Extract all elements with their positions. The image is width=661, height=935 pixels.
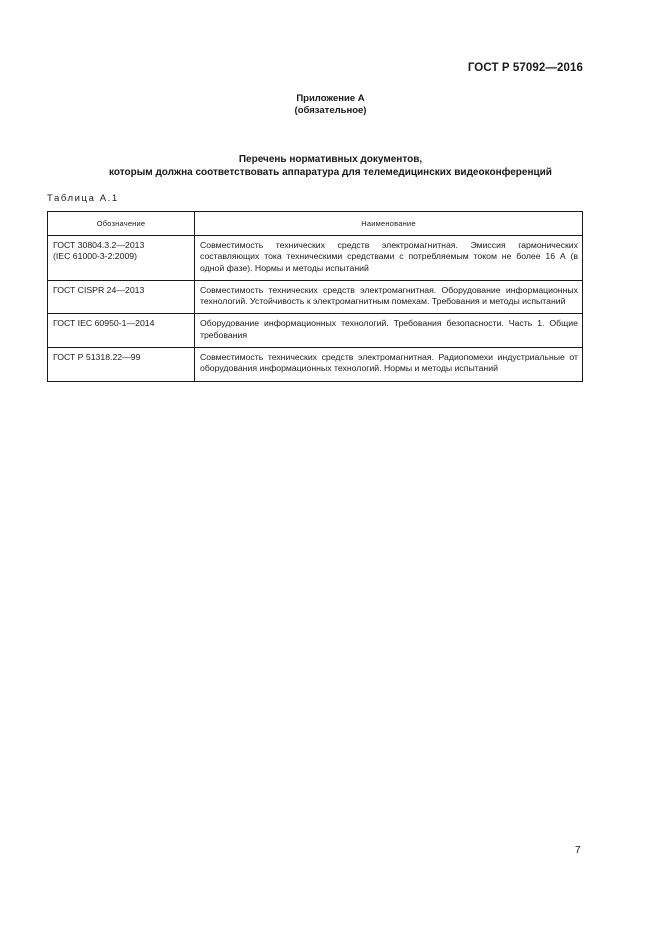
table-row bbox=[48, 236, 583, 281]
list-title-line-2: которым должна соответствовать аппаратура для телемедицинских видеоконференций bbox=[109, 166, 552, 178]
designation-line: ГОСТ IEC 60950-1—2014 bbox=[53, 318, 155, 329]
appendix-status: (обязательное) bbox=[294, 105, 367, 116]
designation-line: (IEC 61000-3-2:2009) bbox=[53, 251, 138, 262]
name-cell: Оборудование информационных технологий. Требования безопасности. Часть 1. Общие требования bbox=[195, 314, 583, 348]
designation-cell bbox=[48, 314, 195, 348]
table-header-row bbox=[48, 212, 583, 236]
list-title bbox=[0, 154, 661, 179]
designation-cell bbox=[48, 348, 195, 382]
page-number: 7 bbox=[575, 845, 581, 856]
list-title-line-1: Перечень нормативных документов, bbox=[238, 154, 423, 165]
table-row bbox=[48, 348, 583, 382]
table-row bbox=[48, 280, 583, 314]
table-caption: Таблица А.1 bbox=[47, 193, 119, 204]
designation-cell bbox=[48, 236, 195, 281]
name-cell: Совместимость технических средств электромагнитная. Радиопомехи индустриальные от оборудования информационных технологий. Нормы и методы испытаний bbox=[195, 348, 583, 382]
table-row bbox=[48, 314, 583, 348]
designation-line: ГОСТ Р 51318.22—99 bbox=[53, 352, 141, 363]
document-code: ГОСТ Р 57092—2016 bbox=[467, 62, 583, 74]
column-header-designation: Обозначение bbox=[48, 212, 195, 236]
designation-line: ГОСТ CISPR 24—2013 bbox=[53, 284, 145, 295]
name-cell: Совместимость технических средств электромагнитная. Эмиссия гармонических составляющих тока техническими средствами с потребляемым током не более 16 А (в одной фазе). Нормы и методы испытаний bbox=[195, 236, 583, 281]
appendix-heading bbox=[0, 93, 661, 117]
normative-documents-table bbox=[47, 211, 583, 382]
appendix-title: Приложение А bbox=[296, 93, 365, 104]
column-header-name: Наименование bbox=[195, 212, 583, 236]
name-cell: Совместимость технических средств электромагнитная. Оборудование информационных технологий. Устойчивость к электромагнитным помехам. Требования и методы испытаний bbox=[195, 280, 583, 314]
designation-line: ГОСТ 30804.3.2—2013 bbox=[53, 240, 145, 250]
normative-documents-table-container bbox=[47, 211, 582, 382]
designation-cell bbox=[48, 280, 195, 314]
